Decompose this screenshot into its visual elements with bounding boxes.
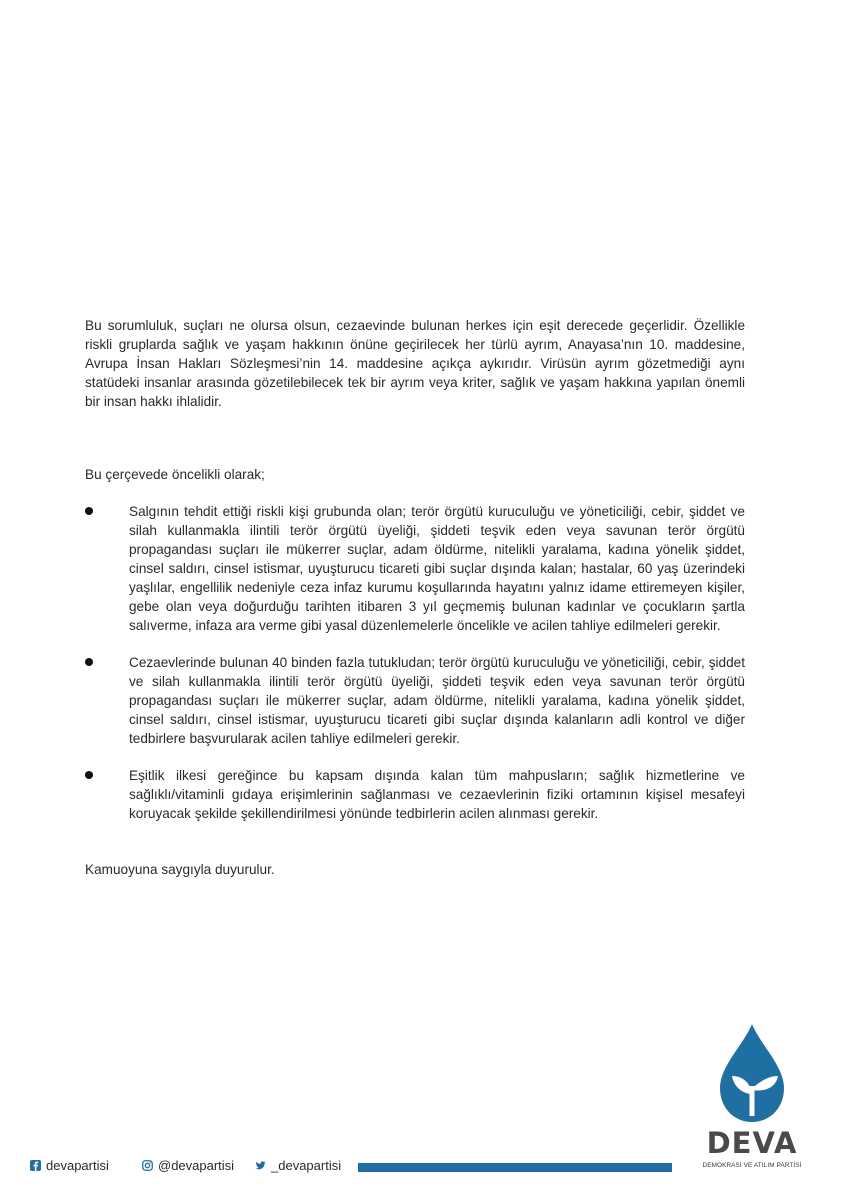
instagram-link[interactable] [142,1158,234,1173]
footer-divider-bar [358,1163,672,1172]
list-item [85,653,745,748]
demands-list [85,502,745,823]
lead-in-text: Bu çerçevede öncelikli olarak; [85,467,265,482]
logo-subtitle: DEMOKRASİ VE ATILIM PARTİSİ [702,1162,802,1169]
bullet-icon [85,507,93,515]
twitter-link[interactable] [255,1158,341,1173]
twitter-handle: _devapartisi [271,1158,342,1173]
facebook-link[interactable] [30,1158,109,1173]
closing-statement: Kamuoyuna saygıyla duyurulur. [85,862,275,877]
list-item [85,766,745,823]
list-item-text: Cezaevlerinde bulunan 40 binden fazla tutukludan; terör örgütü kuruculuğu ve yöneticiliği, cebir, şiddet ve silah kullanmakla ilintili terör örgütü üyeliği, şiddeti teşvik eden veya savunan terör örgütü propagandası suçları ile mükerrer suçlar, adam öldürme, nitelikli yaralama, kadına yönelik şiddet, cinsel saldırı, cinsel istismar, uyuşturucu ticareti gibi suçlar dışında kalanların adli kontrol ve diğer tedbirlere başvurularak acilen tahliye edilmeleri gerekir. [129,655,745,746]
bullet-icon [85,771,93,779]
intro-paragraph: Bu sorumluluk, suçları ne olursa olsun, cezaevinde bulunan herkes için eşit derecede geçerlidir. Özellikle riskli gruplarda sağlık ve yaşam hakkının önüne geçirilecek her türlü ayrım, Anayasa’nın 10. maddesine, Avrupa İnsan Hakları Sözleşmesi’nin 14. maddesine açıkça aykırıdır. Virüsün ayrım gözetmediği aynı statüdeki insanlar arasında gözetilebilecek tek bir ayrım veya kriter, sağlık ve yaşam hakkına yapılan önemli bir insan hakkı ihlalidir. [85,318,745,409]
bullet-icon [85,658,93,666]
instagram-icon [142,1160,153,1171]
logo-wordmark: DEVA [706,1126,798,1160]
instagram-handle: @devapartisi [158,1158,235,1173]
water-drop-icon [700,1022,804,1122]
footer [30,1158,730,1176]
facebook-handle: devapartisi [46,1158,109,1173]
list-item [85,502,745,635]
twitter-icon [255,1160,266,1171]
list-item-text: Salgının tehdit ettiği riskli kişi grubunda olan; terör örgütü kuruculuğu ve yöneticiliği, cebir, şiddet ve silah kullanmakla ilintili terör örgütü üyeliği, şiddeti teşvik eden veya savunan terör örgütü propagandası suçları ile mükerrer suçlar, adam öldürme, nitelikli yaralama, kadına yönelik şiddet, cinsel saldırı, cinsel istismar, uyuşturucu ticareti gibi suçlar dışında kalan; hastalar, 60 yaş üzerindeki yaşlılar, engellilik nedeniyle ceza infaz kurumu koşullarında hayatını yalnız idame ettiremeyen kişiler, gebe olan veya doğurduğu tarihten itibaren 3 yıl geçmemiş bulunan kadınlar ve çocukların şartla salıverme, infaza ara verme gibi yasal düzenlemelerle öncelikle ve acilen tahliye edilmeleri gerekir. [129,504,745,633]
facebook-icon [30,1160,41,1171]
list-item-text: Eşitlik ilkesi gereğince bu kapsam dışında kalan tüm mahpusların; sağlık hizmetlerine ve sağlıklı/vitaminli gıdaya erişimlerinin sağlanması ve cezaevlerinin fiziki ortamının kişisel mesafeyi koruyacak şekilde şekillendirilmesi yönünde tedbirlerin acilen alınması gerekir. [129,768,745,821]
